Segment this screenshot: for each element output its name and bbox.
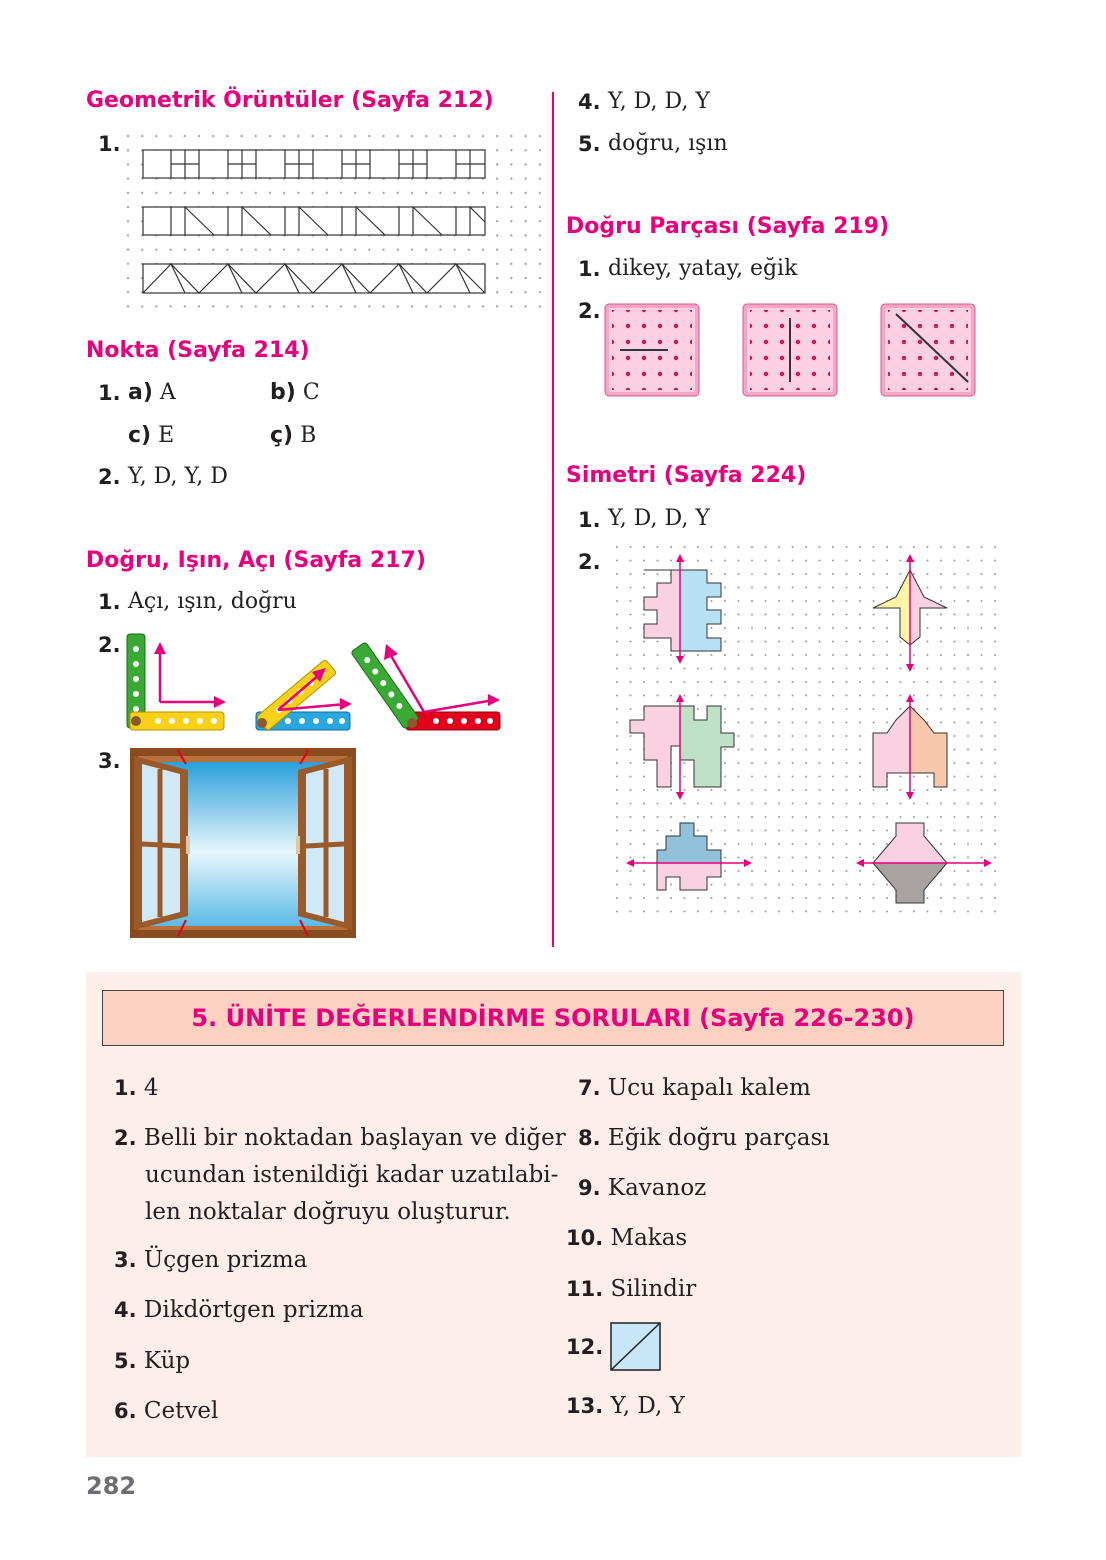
right-angle-strips: [127, 634, 226, 730]
line-ray-angle-title: Doğru, Işın, Açı (Sayfa 217): [86, 548, 426, 573]
question-number: 2.: [578, 299, 601, 323]
answer-text: Açı, ışın, doğru: [128, 589, 297, 614]
right-window-sash: [296, 756, 352, 930]
pattern-dot-grid: [124, 132, 544, 312]
review-item-7: 7. Ucu kapalı kalem: [578, 1075, 811, 1101]
geoboard-vertical: [743, 304, 837, 396]
symmetry-title: Simetri (Sayfa 224): [566, 463, 807, 488]
answer-text: doğru, ışın: [608, 131, 728, 156]
review-item-10: 10. Makas: [566, 1225, 688, 1251]
question-number: 2.: [98, 465, 121, 489]
segment-title: Doğru Parçası (Sayfa 219): [566, 214, 890, 239]
answer-text: dikey, yatay, eğik: [608, 256, 798, 281]
option-c: c) E: [128, 423, 175, 448]
review-item-13: 13. Y, D, Y: [566, 1393, 685, 1419]
review-item-12: 12.: [566, 1335, 604, 1359]
pattern-row-3: [143, 264, 485, 293]
acute-angle-strips: [256, 659, 352, 731]
answer-text: Y, D, Y, D: [128, 464, 228, 489]
symmetry-dot-grid: [610, 540, 1005, 916]
review-item-5: 5. Küp: [114, 1348, 191, 1374]
obtuse-angle-strips: [351, 642, 500, 730]
page-number: 282: [86, 1472, 137, 1500]
review-item-4: 4. Dikdörtgen prizma: [114, 1297, 364, 1323]
question-number: 1.: [98, 132, 121, 156]
angle-strips-illustration: [120, 632, 510, 742]
review-item-1: 1. 4: [114, 1075, 159, 1101]
question-number: 3.: [98, 749, 121, 773]
point-title: Nokta (Sayfa 214): [86, 338, 310, 363]
diagonal-square-icon: [610, 1322, 662, 1372]
question-number: 4.: [578, 90, 601, 114]
geoboard-diagonal: [881, 304, 975, 396]
open-window-illustration: [130, 748, 356, 938]
question-number: 2.: [98, 633, 121, 657]
unit-review-title: 5. ÜNİTE DEĞERLENDİRME SORULARI (Sayfa 226-230): [191, 1004, 915, 1032]
option-cedilla: ç) B: [270, 423, 317, 448]
review-item-3: 3. Üçgen prizma: [114, 1247, 308, 1273]
question-number: 1.: [578, 257, 601, 281]
question-number: 1.: [578, 508, 601, 532]
column-divider: [552, 92, 554, 947]
answer-text: Y, D, D, Y: [608, 506, 710, 531]
review-item-2: 2. Belli bir noktadan başlayan ve diğer ucundan istenildiği kadar uzatılabi- len noktalar doğruyu oluşturur.: [114, 1125, 566, 1225]
left-window-sash: [134, 756, 190, 930]
geoboard-horizontal: [605, 304, 699, 396]
review-item-8: 8. Eğik doğru parçası: [578, 1125, 830, 1151]
question-number: 1.: [98, 590, 121, 614]
unit-review-banner: [102, 990, 1004, 1046]
review-item-9: 9. Kavanoz: [578, 1175, 707, 1201]
option-a: a) A: [128, 380, 176, 405]
pattern-row-1: [143, 150, 485, 178]
review-item-6: 6. Cetvel: [114, 1398, 219, 1424]
answer-text: Y, D, D, Y: [608, 89, 710, 114]
question-number: 5.: [578, 132, 601, 156]
review-item-11: 11. Silindir: [566, 1276, 697, 1302]
geoboards: [604, 302, 978, 398]
pattern-row-2: [143, 207, 485, 235]
question-number: 2.: [578, 550, 601, 574]
question-number: 1.: [98, 381, 121, 405]
option-b: b) C: [270, 380, 320, 405]
geometric-patterns-title: Geometrik Örüntüler (Sayfa 212): [86, 88, 494, 113]
